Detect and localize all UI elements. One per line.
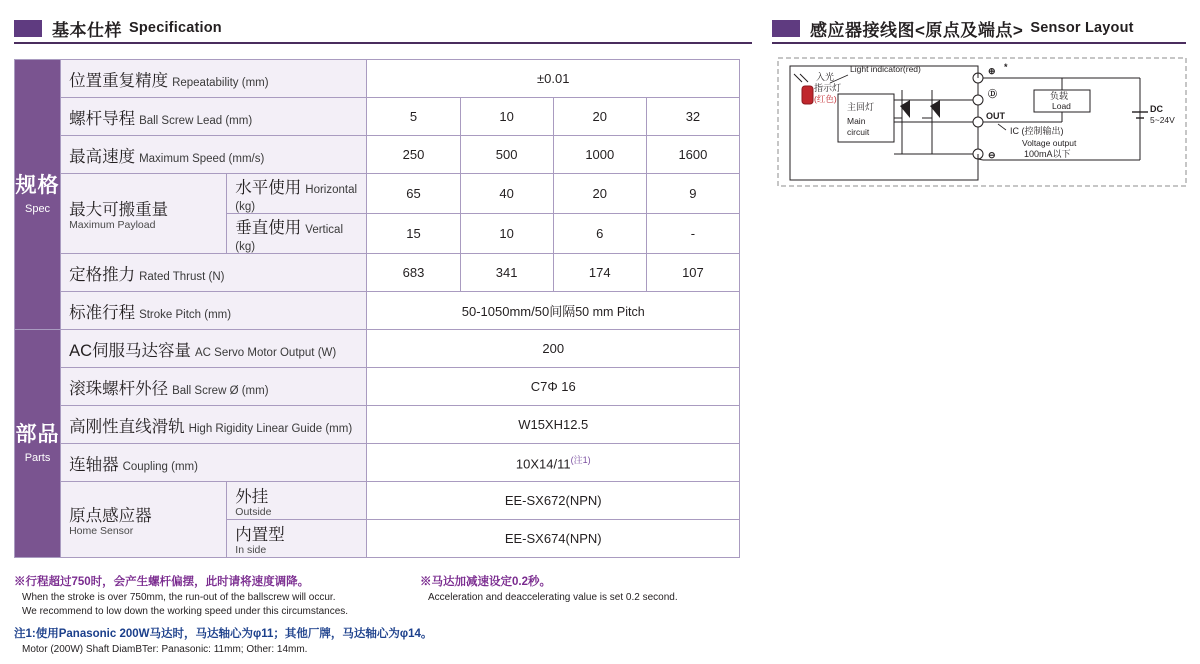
footnote-bottom [14, 625, 614, 657]
out-label: OUT [986, 111, 1005, 121]
sensor-header-en: Sensor Layout [1030, 20, 1134, 36]
table-row [15, 98, 740, 136]
load-cn-label: 负载 [1050, 91, 1069, 101]
value-horiz-3: 20 [553, 174, 646, 214]
value-speed-2: 500 [460, 136, 553, 174]
value-horiz-4: 9 [646, 174, 739, 214]
label-en: Repeatability (mm) [172, 76, 269, 89]
row-sublabel-outside [227, 482, 367, 520]
sublabel-cn: 垂直使用 [235, 219, 302, 237]
value-stroke-pitch-main: 50-1050mm/50间隔 [461, 304, 576, 319]
value-horiz-2: 40 [460, 174, 553, 214]
label-en: Ball Screw Ø (mm) [172, 384, 269, 397]
row-label-rated-thrust [61, 254, 367, 292]
table-row [15, 406, 740, 444]
specification-table [14, 59, 740, 558]
label-cn: 最大可搬重量 [69, 201, 169, 219]
led-indicator-icon [802, 86, 813, 104]
label-en: Coupling (mm) [122, 460, 198, 473]
sublabel-cn: 外挂 [235, 488, 269, 506]
label-cn: 滚珠螺杆外径 [69, 379, 169, 398]
label-en: Stroke Pitch (mm) [139, 308, 232, 321]
load-en-label: Load [1052, 101, 1071, 111]
value-vert-4: - [646, 214, 739, 254]
sublabel-en: In side [235, 544, 267, 556]
ic-control-output-label: IC (控制输出) [1010, 126, 1064, 136]
row-label-max-payload [61, 174, 227, 254]
row-label-stroke-pitch [61, 292, 367, 330]
category-spec-cell [15, 60, 61, 330]
label-cn: 定格推力 [69, 265, 136, 284]
value-lead-4: 32 [646, 98, 739, 136]
value-speed-1: 250 [367, 136, 460, 174]
value-ball-screw-dia: C7Φ 16 [367, 368, 740, 406]
footnote-left-line2: We recommend to low down the working speed under this circumstances. [22, 605, 349, 617]
sensor-section-header [772, 14, 1186, 44]
label-cn: 标准行程 [69, 303, 136, 322]
sublabel-en: Outside [235, 506, 272, 518]
row-sublabel-inside [227, 520, 367, 558]
category-parts-cell [15, 330, 61, 558]
value-vert-2: 10 [460, 214, 553, 254]
footnote-left-line1: When the stroke is over 750mm, the run-out of the ballscrew will occur. [22, 592, 336, 603]
value-thrust-2: 341 [460, 254, 553, 292]
category-parts-cn: 部品 [15, 423, 60, 447]
label-cn: 位置重复精度 [69, 71, 169, 90]
value-linear-guide: W15XH12.5 [367, 406, 740, 444]
minus-symbol-label: ⊖ [988, 150, 996, 160]
footnote-right-line1: Acceleration and deaccelerating value is set 0.2 second. [428, 592, 678, 603]
category-spec-en: Spec [24, 202, 51, 215]
sublabel-en: Vertical (kg) [235, 224, 343, 253]
label-en: High Rigidity Linear Guide (mm) [188, 422, 353, 435]
label-cn: AC伺服马达容量 [69, 341, 191, 360]
footnote-bottom-title: 注1:使用Panasonic 200W马达时，马达轴心为φ11；其他厂牌，马达轴心为φ14。 [14, 628, 433, 640]
footnote-bottom-line1: Motor (200W) Shaft DiamBTer: Panasonic: 11mm; Other: 14mm. [22, 644, 308, 655]
terminal-out [973, 117, 983, 127]
label-cn: 连轴器 [69, 455, 119, 474]
light-cn-label-2: 指示灯 [814, 83, 842, 93]
table-row [15, 482, 740, 520]
row-label-ball-screw-lead [61, 98, 367, 136]
light-cn-label-1: 入光 [816, 72, 835, 82]
table-row [15, 330, 740, 368]
star-label: * [1004, 62, 1008, 72]
sensor-header-cn: 感应器接线图<原点及端点> [810, 20, 1024, 40]
value-stroke-pitch [367, 292, 740, 330]
table-row [15, 254, 740, 292]
dc-label: DC [1150, 104, 1163, 114]
label-en: Ball Screw Lead (mm) [139, 114, 253, 127]
label-en: Rated Thrust (N) [139, 270, 225, 283]
main-circuit-en-label-2: circuit [847, 127, 870, 137]
light-cn-label-3: (红色) [814, 94, 837, 104]
value-sensor-outside: EE-SX672(NPN) [367, 482, 740, 520]
dc-value-label: 5~24V [1150, 115, 1175, 125]
led-rays-icon [794, 74, 808, 82]
row-label-servo-output [61, 330, 367, 368]
table-row [15, 136, 740, 174]
row-label-home-sensor [61, 482, 227, 558]
table-row [15, 444, 740, 482]
row-sublabel-horizontal [227, 174, 367, 214]
value-vert-3: 6 [553, 214, 646, 254]
value-thrust-4: 107 [646, 254, 739, 292]
purple-swatch-icon-2 [772, 20, 800, 37]
value-lead-1: 5 [367, 98, 460, 136]
value-horiz-1: 65 [367, 174, 460, 214]
table-row [15, 292, 740, 330]
footnote-left-title: ※行程超过750时，会产生螺杆偏摆，此时请将速度调降。 [14, 576, 310, 588]
label-cn: 螺杆导程 [69, 109, 136, 128]
value-speed-3: 1000 [553, 136, 646, 174]
row-label-coupling [61, 444, 367, 482]
value-repeatability: ±0.01 [367, 60, 740, 98]
table-row [15, 368, 740, 406]
row-label-repeatability [61, 60, 367, 98]
spec-header-en: Specification [129, 20, 222, 36]
value-coupling [367, 444, 740, 482]
light-indicator-en-label: Light indicator(red) [850, 64, 921, 74]
table-row [15, 60, 740, 98]
sensor-wiring-diagram [772, 50, 1192, 210]
footnote-left [14, 573, 414, 618]
terminal-d-label: Ⓓ [988, 89, 998, 99]
label-en: Home Sensor [69, 525, 134, 537]
row-label-max-speed [61, 136, 367, 174]
category-parts-en: Parts [24, 451, 51, 464]
voltage-output-en-label: Voltage output [1022, 138, 1077, 148]
value-coupling-main: 10X14/11 [515, 456, 571, 472]
value-thrust-3: 174 [553, 254, 646, 292]
value-lead-2: 10 [460, 98, 553, 136]
label-cn: 高刚性直线滑轨 [69, 417, 185, 436]
footnote-right [420, 573, 760, 605]
category-spec-cn: 规格 [15, 174, 60, 198]
value-lead-3: 20 [553, 98, 646, 136]
value-vert-1: 15 [367, 214, 460, 254]
label-en: Maximum Speed (mm/s) [139, 152, 265, 165]
row-label-linear-guide [61, 406, 367, 444]
terminal-d [973, 95, 983, 105]
ic-leader-line [998, 124, 1006, 130]
label-cn: 原点感应器 [69, 507, 152, 525]
value-stroke-pitch-tail: 50 mm Pitch [575, 305, 645, 319]
row-sublabel-vertical [227, 214, 367, 254]
sensor-diagram-svg [772, 50, 1192, 210]
main-circuit-cn-label: 主回灯 [847, 102, 875, 112]
value-sensor-inside: EE-SX674(NPN) [367, 520, 740, 558]
voltage-output-cn-label: 100mA以下 [1024, 149, 1071, 159]
wire-minus-stub [978, 159, 983, 160]
spec-header-cn: 基本仕样 [52, 20, 122, 40]
label-en: AC Servo Motor Output (W) [194, 346, 337, 359]
label-cn: 最高速度 [69, 147, 136, 166]
value-coupling-footnote-ref: (注1) [570, 455, 591, 466]
footnote-right-title: ※马达加减速设定0.2秒。 [420, 576, 551, 588]
value-servo-output: 200 [367, 330, 740, 368]
plus-symbol-label: ⊕ [988, 66, 996, 76]
row-label-ball-screw-dia [61, 368, 367, 406]
purple-swatch-icon [14, 20, 42, 37]
label-en: Maximum Payload [69, 219, 156, 231]
value-speed-4: 1600 [646, 136, 739, 174]
sublabel-cn: 水平使用 [235, 179, 302, 197]
sublabel-cn: 内置型 [235, 526, 285, 544]
sublabel-en: Horizontal (kg) [235, 184, 358, 213]
value-thrust-1: 683 [367, 254, 460, 292]
table-row [15, 174, 740, 214]
main-circuit-en-label-1: Main [847, 116, 866, 126]
spec-section-header [14, 14, 752, 44]
